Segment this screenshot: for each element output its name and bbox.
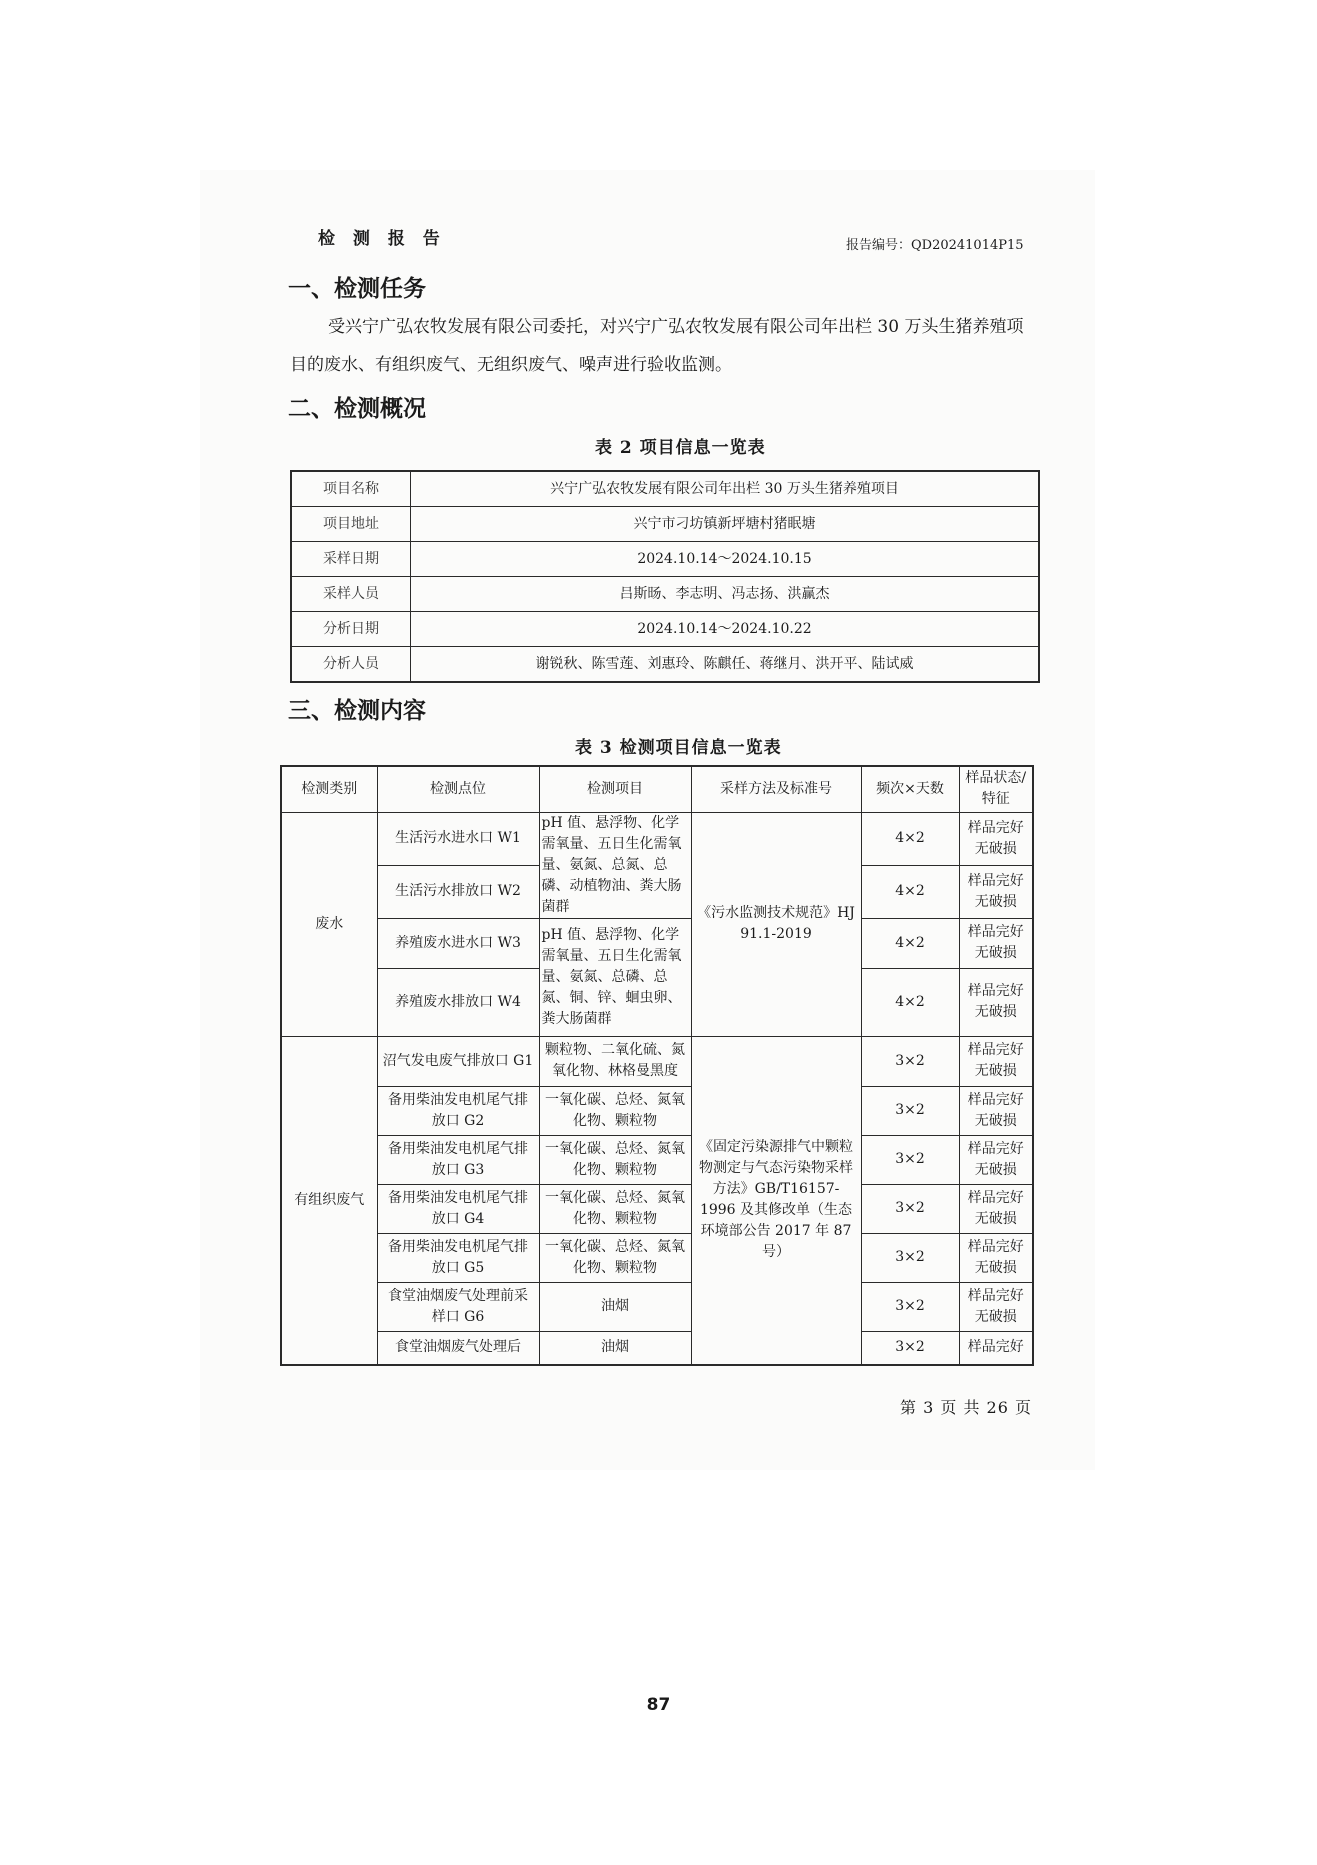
table-row: 养殖废水排放口 W4 4×2 样品完好无破损 (281, 968, 1033, 1036)
table-header-row: 检测类别 检测点位 检测项目 采样方法及标准号 频次×天数 样品状态/特征 (281, 766, 1033, 812)
page-of-total: 第 3 页 共 26 页 (900, 1398, 1032, 1417)
category-cell: 有组织废气 (281, 1036, 377, 1365)
table-row: 备用柴油发电机尾气排放口 G3 一氧化碳、总烃、氮氧化物、颗粒物 3×2 样品完好无破损 (281, 1135, 1033, 1184)
table-row: 分析日期 2024.10.14～2024.10.22 (291, 612, 1039, 647)
table-row: 食堂油烟废气处理后 油烟 3×2 样品完好 (281, 1331, 1033, 1365)
table-row: 备用柴油发电机尾气排放口 G2 一氧化碳、总烃、氮氧化物、颗粒物 3×2 样品完好无破损 (281, 1086, 1033, 1135)
table-row: 废水 生活污水进水口 W1 pH 值、悬浮物、化学需氧量、五日生化需氧量、氨氮、总氮、总磷、动植物油、粪大肠菌群 《污水监测技术规范》HJ 91.1-2019 4×2 样品完好无破损 (281, 812, 1033, 865)
section-1-heading: 一、检测任务 (288, 275, 426, 302)
method-cell: 《污水监测技术规范》HJ 91.1-2019 (691, 812, 861, 1036)
table-2-caption: 表 2 项目信息一览表 (595, 438, 766, 458)
table-row: 养殖废水进水口 W3 pH 值、悬浮物、化学需氧量、五日生化需氧量、氨氮、总磷、总氮、铜、锌、蛔虫卵、粪大肠菌群 4×2 样品完好无破损 (281, 918, 1033, 968)
section-1-paragraph: 受兴宁广弘农牧发展有限公司委托，对兴宁广弘农牧发展有限公司年出栏 30 万头生猪养殖项目的废水、有组织废气、无组织废气、噪声进行验收监测。 (290, 317, 1024, 375)
table-row: 食堂油烟废气处理前采样口 G6 油烟 3×2 样品完好无破损 (281, 1282, 1033, 1331)
project-info-table (290, 470, 1040, 683)
table-row: 备用柴油发电机尾气排放口 G5 一氧化碳、总烃、氮氧化物、颗粒物 3×2 样品完好无破损 (281, 1233, 1033, 1282)
table-row: 项目名称 兴宁广弘农牧发展有限公司年出栏 30 万头生猪养殖项目 (291, 471, 1039, 507)
table-row: 采样日期 2024.10.14～2024.10.15 (291, 542, 1039, 577)
table-row: 生活污水排放口 W2 4×2 样品完好无破损 (281, 865, 1033, 918)
table-row: 分析人员 谢锐秋、陈雪莲、刘惠玲、陈麒任、蒋继月、洪开平、陆试威 (291, 647, 1039, 683)
section-2-heading: 二、检测概况 (288, 395, 426, 422)
test-items-table (280, 765, 1034, 1366)
method-cell: 《固定污染源排气中颗粒物测定与气态污染物采样方法》GB/T16157-1996 及其修改单（生态环境部公告 2017 年 87 号） (691, 1036, 861, 1365)
page-number: 87 (646, 1695, 671, 1715)
table-row: 有组织废气 沼气发电废气排放口 G1 颗粒物、二氧化硫、氮氧化物、林格曼黑度 《固定污染源排气中颗粒物测定与气态污染物采样方法》GB/T16157-1996 及其修改单（生态环境部公告 2017 年 87 号） 3×2 样品完好无破损 (281, 1036, 1033, 1086)
category-cell: 废水 (281, 812, 377, 1036)
table-row: 采样人员 吕斯旸、李志明、冯志扬、洪赢杰 (291, 577, 1039, 612)
report-number: 报告编号：QD20241014P15 (846, 238, 1024, 253)
table-row: 备用柴油发电机尾气排放口 G4 一氧化碳、总烃、氮氧化物、颗粒物 3×2 样品完好无破损 (281, 1184, 1033, 1233)
section-3-heading: 三、检测内容 (288, 697, 426, 724)
table-row: 项目地址 兴宁市刁坊镇新坪塘村猪眠塘 (291, 507, 1039, 542)
table-3-caption: 表 3 检测项目信息一览表 (575, 738, 782, 758)
report-header-title: 检 测 报 告 (318, 229, 446, 249)
